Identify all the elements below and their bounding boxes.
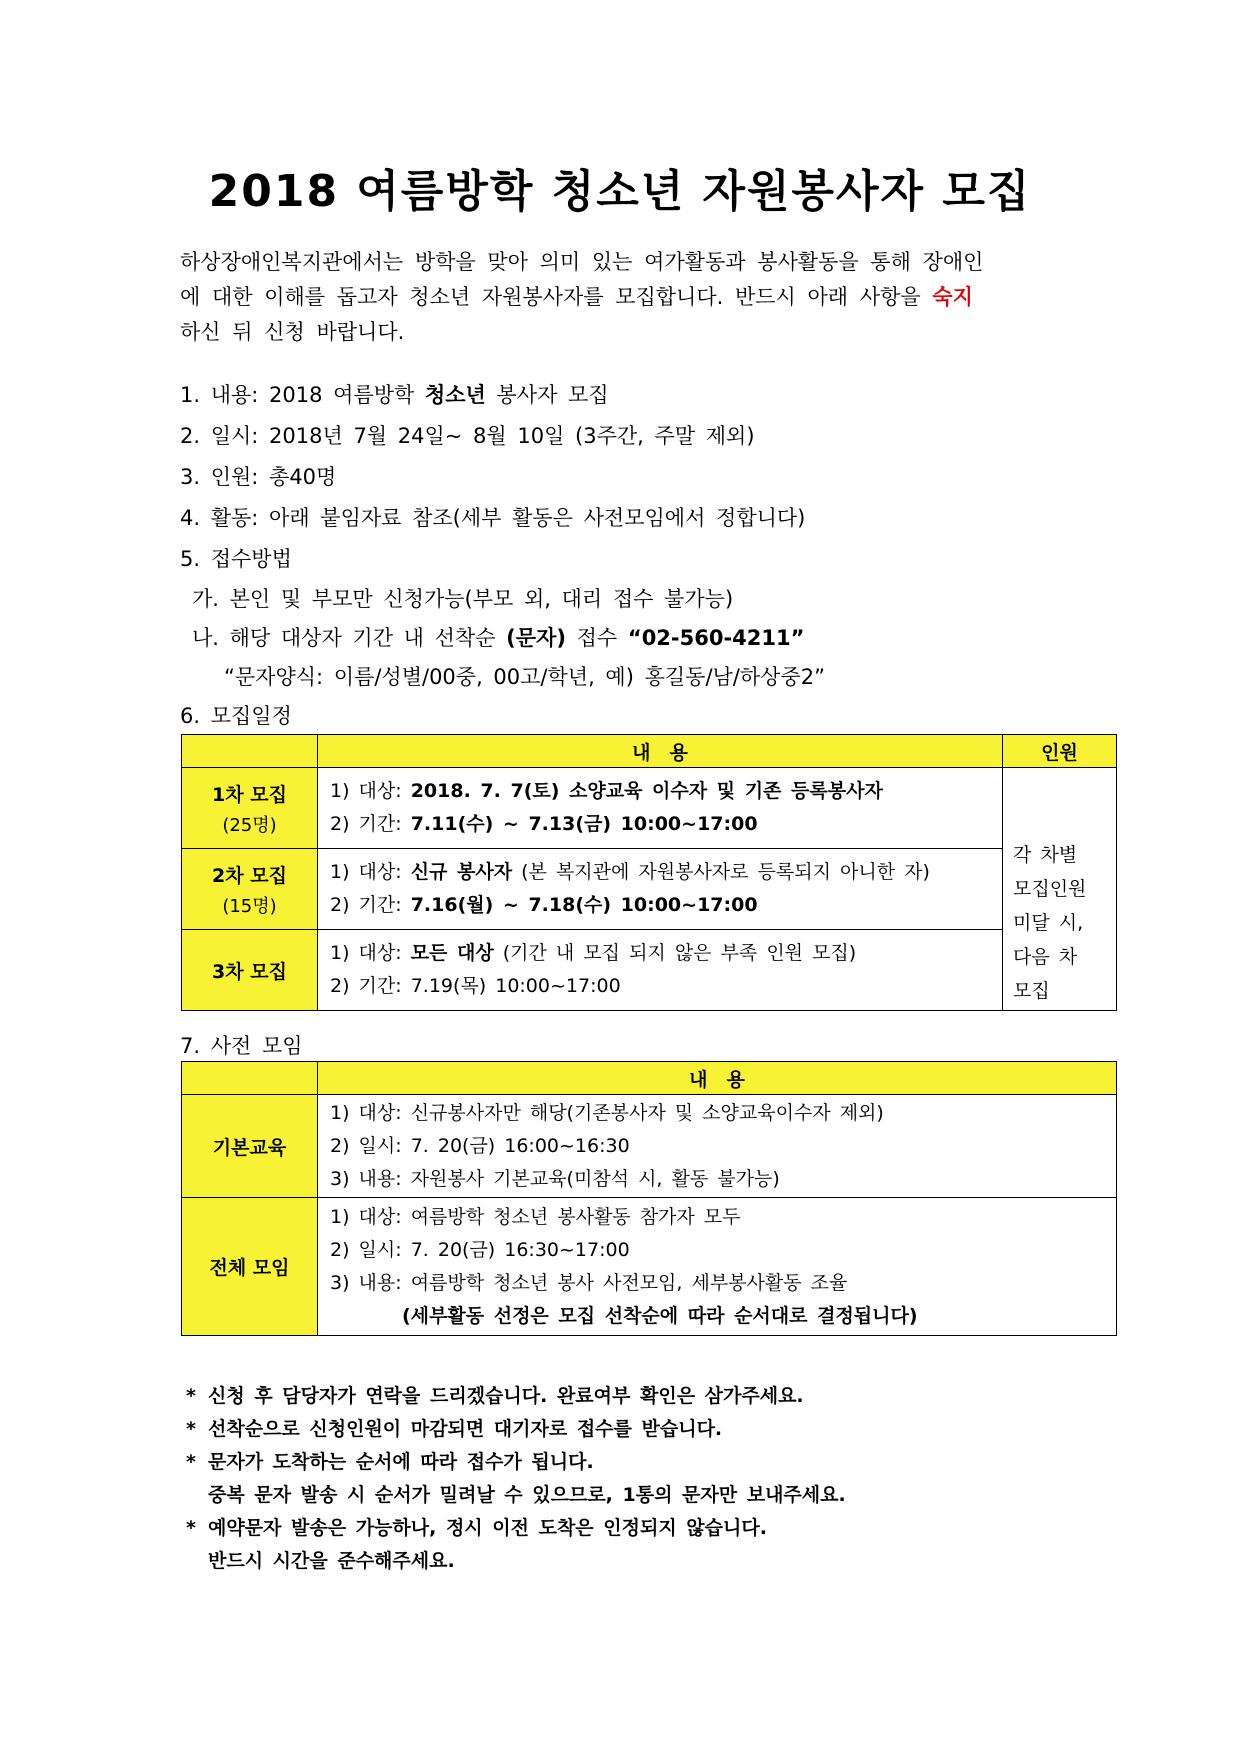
note-text: 선착순으로 신청인원이 마감되면 대기자로 접수를 받습니다. — [208, 1418, 723, 1440]
table-header-empty — [182, 1062, 318, 1095]
intro-highlight: 숙지 — [932, 285, 973, 309]
row-content-cell — [318, 930, 1003, 1011]
row-line — [318, 775, 1002, 808]
row-text: 2) 기간: — [330, 975, 411, 997]
asterisk-icon: * — [186, 1418, 196, 1440]
notes-list — [186, 1380, 846, 1578]
table-header-content: 내 용 — [318, 1062, 1117, 1095]
row-line: 1) 대상: 여름방학 청소년 봉사활동 참가자 모두 — [330, 1205, 741, 1228]
row-text: 1) 대상: — [330, 861, 411, 883]
count-line: 각 차별 — [1013, 844, 1078, 866]
row-line — [318, 856, 1002, 889]
row-content-cell — [318, 768, 1003, 849]
premeeting-table — [181, 1061, 1117, 1336]
info-subitem-a: 가. 본인 및 부모만 신청가능(부모 외, 대리 접수 불가능) — [192, 587, 734, 611]
info-text: 나. 해당 대상자 기간 내 선착순 — [192, 626, 507, 650]
row-line — [318, 937, 1002, 970]
info-bold: 청소년 — [424, 383, 486, 407]
note-continuation: 중복 문자 발송 시 순서가 밀려날 수 있으므로, 1통의 문자만 보내주세요. — [208, 1484, 846, 1506]
row-bold: 7.11(수) ~ 7.13(금) 10:00~17:00 — [410, 813, 758, 835]
row-label-cell — [182, 1198, 318, 1336]
sms-format: “문자양식: 이름/성별/00중, 00고/학년, 예) 홍길동/남/하상중2” — [224, 665, 825, 689]
row-quota: (25명) — [222, 814, 277, 836]
table-header-content: 내 용 — [318, 735, 1003, 768]
note-continuation: 반드시 시간을 준수해주세요. — [208, 1550, 455, 1572]
note-item — [186, 1380, 846, 1413]
row-text: 1) 대상: — [330, 780, 411, 802]
row-text: (기간 내 모집 되지 않은 부족 인원 모집) — [493, 942, 857, 964]
count-line: 모집 — [1013, 980, 1050, 1002]
row-line: 3) 내용: 자원봉사 기본교육(미참석 시, 활동 불가능) — [330, 1167, 780, 1190]
count-line: 다음 차 — [1013, 946, 1078, 968]
info-text: 봉사자 모집 — [485, 383, 609, 407]
note-item — [186, 1446, 846, 1479]
row-bold-line: (세부활동 선정은 모집 선착순에 따라 순서대로 결정됩니다) — [402, 1304, 918, 1327]
row-text: 7.19(목) 10:00~17:00 — [410, 975, 621, 997]
count-line: 모집인원 — [1013, 878, 1087, 900]
count-line: 미달 시, — [1013, 912, 1084, 934]
row-label-cell — [182, 1095, 318, 1198]
asterisk-icon: * — [186, 1517, 196, 1539]
info-subitem-b — [180, 619, 1080, 658]
row-bold: 모든 대상 — [410, 942, 494, 964]
table-row — [182, 849, 1117, 930]
table-header-empty — [182, 735, 318, 768]
note-item — [186, 1413, 846, 1446]
count-cell — [1003, 768, 1117, 1011]
row-content-cell — [318, 849, 1003, 930]
row-label-cell — [182, 849, 318, 930]
row-line: 3) 내용: 여름방학 청소년 봉사 사전모임, 세부봉사활동 조율 — [330, 1271, 848, 1294]
row-name: 전체 모임 — [209, 1257, 290, 1279]
table-row — [182, 930, 1117, 1011]
row-label-cell — [182, 930, 318, 1011]
note-text: 예약문자 발송은 가능하나, 정시 이전 도착은 인정되지 않습니다. — [208, 1517, 767, 1539]
row-line: 1) 대상: 신규봉사자만 해당(기존봉사자 및 소양교육이수자 제외) — [330, 1101, 884, 1124]
table-row — [182, 1095, 1117, 1198]
info-list — [180, 375, 1080, 697]
intro-line — [180, 280, 1060, 315]
row-name: 기본교육 — [212, 1136, 287, 1159]
row-text: 2) 기간: — [330, 894, 411, 916]
row-content-cell — [318, 1198, 1117, 1336]
row-line — [318, 970, 1002, 1003]
info-item-activity: 4. 활동: 아래 붙임자료 참조(세부 활동은 사전모임에서 정합니다) — [180, 506, 806, 530]
table-header-row — [182, 1062, 1117, 1095]
row-text: 2) 기간: — [330, 813, 411, 835]
phone-number: “02-560-4211” — [627, 626, 805, 650]
intro-line: 하상장애인복지관에서는 방학을 맞아 의미 있는 여가활동과 봉사활동을 통해 장애인 — [180, 250, 984, 274]
row-bold: 신규 봉사자 — [410, 861, 513, 883]
table-header-row — [182, 735, 1117, 768]
info-item-date: 2. 일시: 2018년 7월 24일~ 8월 10일 (3주간, 주말 제외) — [180, 424, 755, 448]
row-name: 3차 모집 — [212, 960, 287, 983]
intro-paragraph — [180, 245, 1060, 350]
row-line: 2) 일시: 7. 20(금) 16:00~16:30 — [330, 1134, 630, 1157]
intro-text: 에 대한 이해를 돕고자 청소년 자원봉사자를 모집합니다. 반드시 아래 사항을 — [180, 285, 933, 309]
table-header-count: 인원 — [1003, 735, 1117, 768]
asterisk-icon: * — [186, 1385, 196, 1407]
row-bold: 7.16(월) ~ 7.18(수) 10:00~17:00 — [410, 894, 758, 916]
info-item-content — [180, 375, 1080, 416]
table-row — [182, 768, 1117, 849]
intro-line: 하신 뒤 신청 바랍니다. — [180, 320, 405, 344]
row-text: 1) 대상: — [330, 942, 411, 964]
info-text: 1. 내용: 2018 여름방학 — [180, 383, 425, 407]
row-line: 2) 일시: 7. 20(금) 16:30~17:00 — [330, 1238, 630, 1261]
row-quota: (15명) — [222, 895, 277, 917]
row-line — [318, 889, 1002, 922]
row-text: (본 복지관에 자원봉사자로 등록되지 아니한 자) — [512, 861, 930, 883]
info-text: 접수 — [565, 626, 628, 650]
row-name: 1차 모집 — [212, 783, 287, 806]
page-title: 2018 여름방학 청소년 자원봉사자 모집 — [208, 166, 1032, 217]
row-line — [318, 808, 1002, 841]
info-item-people: 3. 인원: 총40명 — [180, 465, 337, 489]
note-text: 문자가 도착하는 순서에 따라 접수가 됩니다. — [208, 1451, 594, 1473]
note-item — [186, 1512, 846, 1545]
row-bold: 2018. 7. 7(토) 소양교육 이수자 및 기존 등록봉사자 — [410, 780, 883, 802]
info-bold: (문자) — [506, 626, 566, 650]
schedule-label: 6. 모집일정 — [180, 704, 292, 728]
row-name: 2차 모집 — [212, 864, 287, 887]
info-item-method: 5. 접수방법 — [180, 547, 292, 571]
note-text: 신청 후 담당자가 연락을 드리겠습니다. 완료여부 확인은 삼가주세요. — [208, 1385, 804, 1407]
table-row — [182, 1198, 1117, 1336]
row-label-cell — [182, 768, 318, 849]
row-content-cell — [318, 1095, 1117, 1198]
asterisk-icon: * — [186, 1451, 196, 1473]
schedule-table — [181, 734, 1117, 1011]
premeeting-label: 7. 사전 모임 — [180, 1034, 303, 1058]
